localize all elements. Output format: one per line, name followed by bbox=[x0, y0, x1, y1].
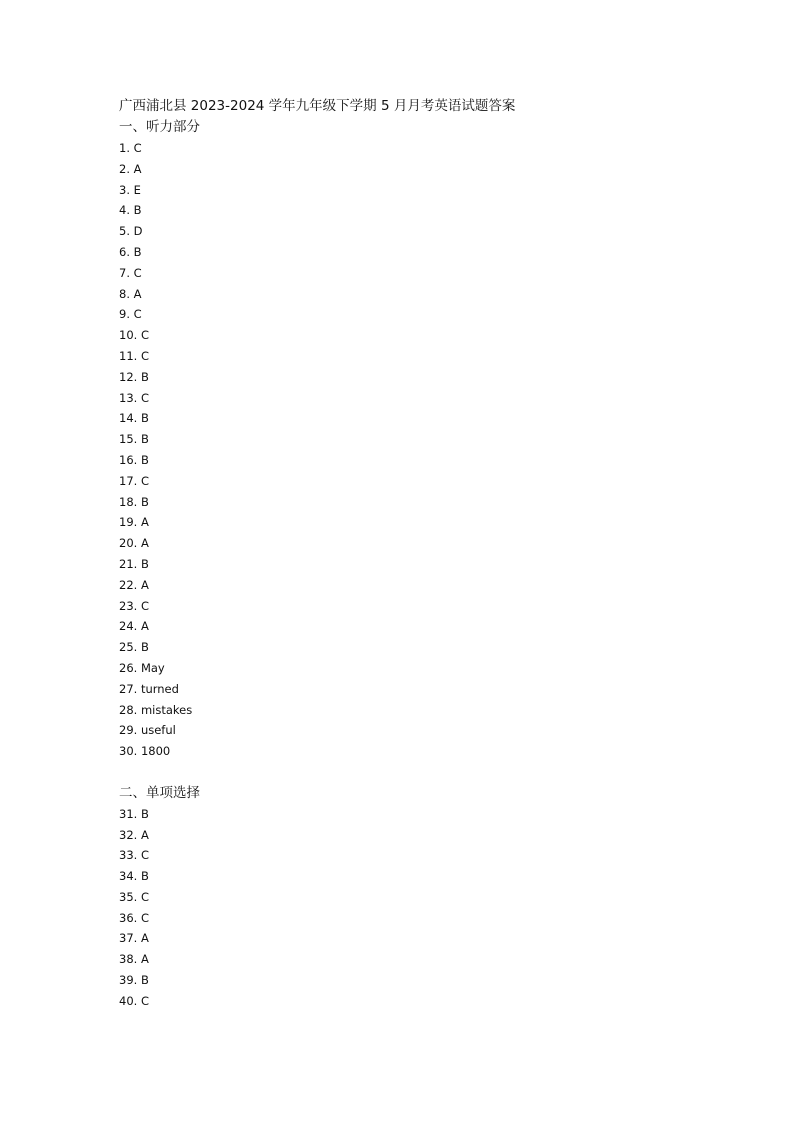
answer-item: 16. B bbox=[119, 452, 149, 467]
answer-list-listening bbox=[119, 138, 719, 762]
answer-item: 3. E bbox=[119, 182, 141, 197]
answer-item: 24. A bbox=[119, 619, 149, 634]
section-heading-listening: 一、听力部分 bbox=[119, 119, 200, 135]
section-spacer bbox=[119, 762, 719, 783]
answer-item: 22. A bbox=[119, 577, 149, 592]
answer-item: 28. mistakes bbox=[119, 702, 193, 717]
answer-item: 8. A bbox=[119, 286, 142, 301]
section-multiple-choice bbox=[119, 783, 719, 1012]
answer-item: 27. turned bbox=[119, 681, 179, 696]
document-title: 广西浦北县 2023-2024 学年九年级下学期 5 月月考英语试题答案 bbox=[119, 98, 516, 114]
answer-item: 13. C bbox=[119, 390, 149, 405]
answer-item: 30. 1800 bbox=[119, 744, 171, 759]
answer-item: 39. B bbox=[119, 973, 149, 988]
answer-item: 31. B bbox=[119, 806, 149, 821]
answer-list-multiple-choice bbox=[119, 804, 719, 1012]
answer-item: 6. B bbox=[119, 244, 142, 259]
answer-item: 19. A bbox=[119, 515, 149, 530]
answer-item: 33. C bbox=[119, 848, 149, 863]
answer-item: 5. D bbox=[119, 224, 143, 239]
answer-item: 23. C bbox=[119, 598, 149, 613]
answer-item: 15. B bbox=[119, 432, 149, 447]
answer-item: 11. C bbox=[119, 348, 149, 363]
answer-item: 2. A bbox=[119, 161, 142, 176]
answer-item: 14. B bbox=[119, 411, 149, 426]
answer-item: 12. B bbox=[119, 369, 149, 384]
answer-item: 25. B bbox=[119, 640, 149, 655]
answer-item: 21. B bbox=[119, 556, 149, 571]
answer-item: 1. C bbox=[119, 141, 142, 155]
answer-item: 7. C bbox=[119, 265, 142, 280]
answer-item: 32. A bbox=[119, 827, 149, 842]
answer-item: 20. A bbox=[119, 536, 149, 551]
answer-item: 26. May bbox=[119, 660, 165, 675]
section-heading-multiple-choice: 二、单项选择 bbox=[119, 784, 200, 801]
answer-item: 34. B bbox=[119, 869, 149, 884]
answer-item: 10. C bbox=[119, 328, 149, 343]
answer-item: 29. useful bbox=[119, 723, 176, 738]
answer-item: 35. C bbox=[119, 889, 149, 904]
answer-item: 38. A bbox=[119, 952, 149, 967]
section-listening bbox=[119, 117, 719, 762]
answer-item: 4. B bbox=[119, 203, 142, 218]
answer-item: 40. C bbox=[119, 993, 149, 1008]
answer-item: 36. C bbox=[119, 910, 149, 925]
answer-item: 9. C bbox=[119, 307, 142, 322]
answer-item: 18. B bbox=[119, 494, 149, 509]
document-page bbox=[119, 96, 719, 1012]
answer-item: 37. A bbox=[119, 931, 149, 946]
answer-item: 17. C bbox=[119, 473, 149, 488]
